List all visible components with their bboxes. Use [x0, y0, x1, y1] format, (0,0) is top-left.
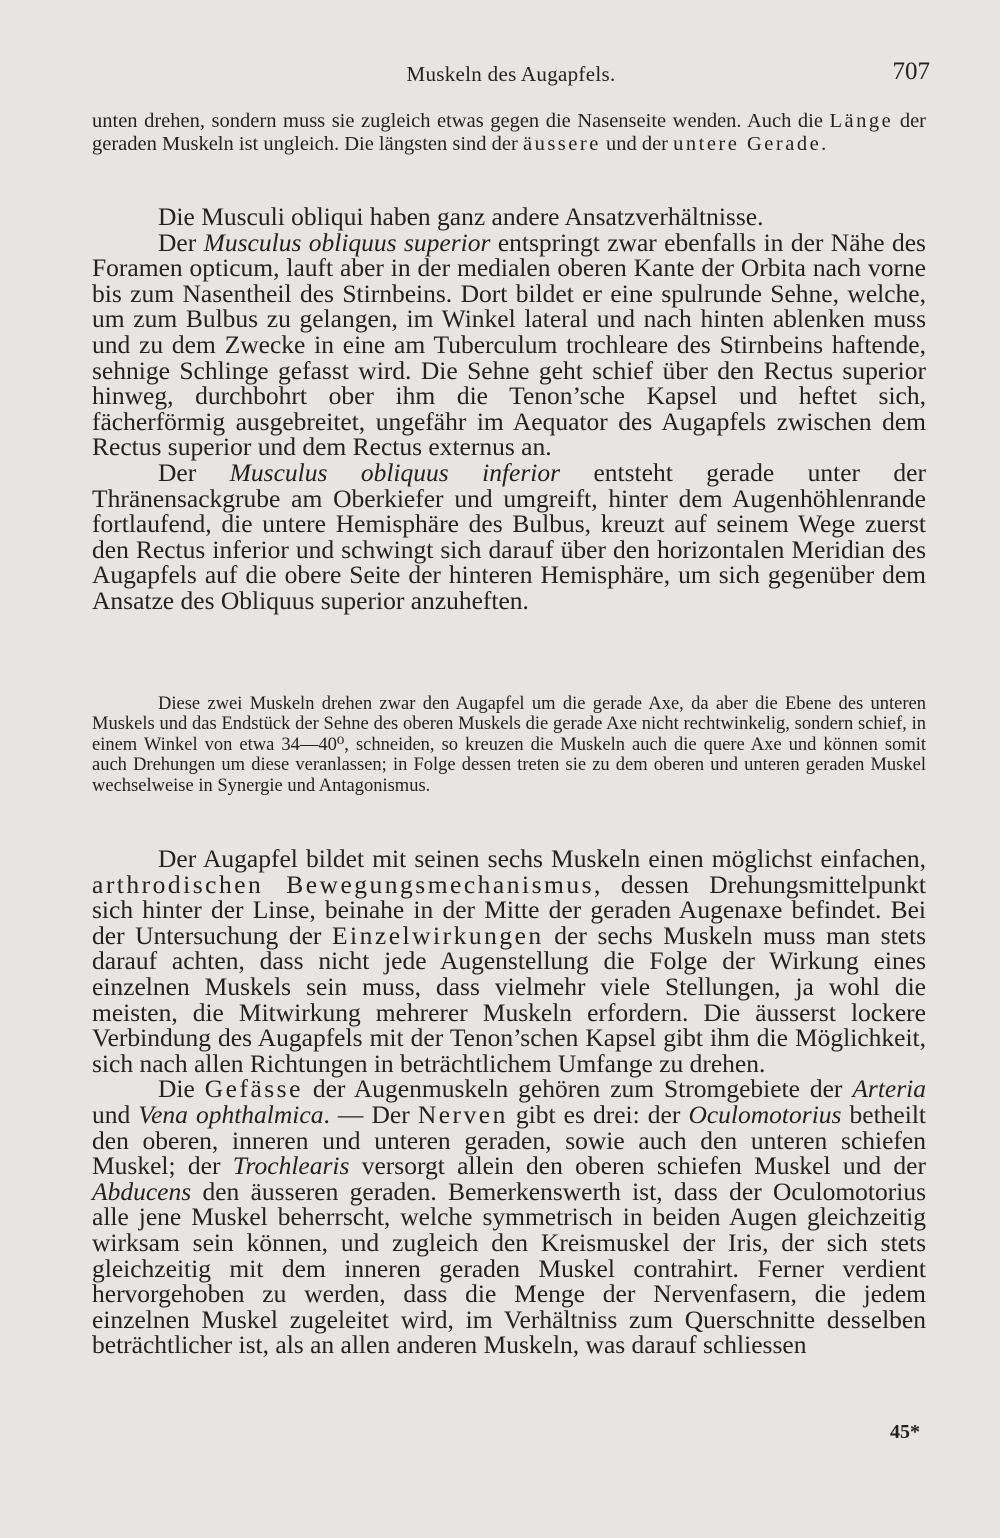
- text-run: . — Der: [323, 1099, 418, 1129]
- spaced-term: Nerven: [417, 1099, 508, 1129]
- italic-term: Oculomotorius: [688, 1099, 842, 1129]
- main-section: [92, 846, 926, 1358]
- italic-term: Musculus obliquus superior: [203, 227, 491, 257]
- text-run: Die: [158, 1074, 205, 1104]
- paragraph: Die Musculi obliqui haben ganz andere Ansatzverhältnisse.: [158, 202, 764, 231]
- paragraph-mechanism: [92, 846, 926, 1076]
- text-run: Der: [158, 227, 204, 257]
- paragraph-obliquus-superior: [92, 227, 926, 462]
- text-run: der Augenmuskeln gehören zum Stromgebiete der: [302, 1074, 853, 1104]
- obliqui-section: [92, 204, 926, 614]
- text-run: unten drehen, sondern muss sie zugleich etwas gegen die Nasenseite wenden. Auch die: [92, 110, 830, 132]
- text-run: entsteht gerade unter der Thränensackgrube am Oberkiefer und umgreift, hinter dem Augenhöhlenrande fortlaufend, die untere Hemisphäre des Bulbus, kreuzt auf seinem Wege zuerst den Rectus inferior und schwingt sich darauf über den horizontalen Meridian des Augapfels auf die obere Seite der hinteren Hemisphäre, um sich gegenüber dem Ansatze des Obliquus superior anzuheften.: [92, 457, 926, 615]
- italic-term: Abducens: [92, 1176, 192, 1206]
- spaced-term: Einzelwirkungen: [331, 920, 544, 950]
- text-run: und der: [600, 132, 674, 155]
- paragraph: [92, 110, 926, 155]
- paragraph-vessels-nerves: [92, 1076, 926, 1358]
- text-run: betheilt den oberen, inneren und unteren geraden, sowie auch den unteren schiefen Muskel; der: [92, 1099, 927, 1181]
- spaced-term: untere Gerade: [673, 132, 822, 155]
- running-head: [92, 58, 930, 92]
- italic-term: Arteria: [852, 1074, 926, 1104]
- text-run: den äusseren geraden. Bemerkenswerth ist, dass der Oculomotorius alle jene Muskel beherrscht, welche symmetrisch in beiden Augen gleichzeitig wirksam sein können, und zugleich den Kreismuskel der Iris, der sich stets gleichzeitig mit dem inneren geraden Muskel contrahirt. Ferner verdient hervorgehoben zu werden, dass die Menge der Nervenfasern, die jedem einzelnen Muskel zugeleitet wird, im Verhältniss zum Querschnitte desselben beträchtlicher ist, als an allen anderen Muskeln, was darauf schliessen: [92, 1176, 926, 1360]
- text-run: und: [92, 1099, 139, 1129]
- text-run: gibt es drei: der: [507, 1099, 689, 1129]
- continued-paragraph: [92, 110, 926, 155]
- note-paragraph: Diese zwei Muskeln drehen zwar den Augapfel um die gerade Axe, da aber die Ebene des unteren Muskels und das Endstück der Sehne des oberen Muskels die gerade Axe nicht rechtwinkelig, sondern schief, in einem Winkel von etwa 34—40⁰, schneiden, so kreuzen die Muskeln auch die quere Axe und können somit auch Drehungen um diese veranlassen; in Folge dessen treten sie zu dem oberen und unteren geraden Muskel wechselweise in Synergie und Antagonismus.: [92, 694, 926, 796]
- italic-term: Musculus obliquus inferior: [229, 457, 561, 487]
- text-run: .: [821, 132, 827, 155]
- paragraph-obliquus-inferior: [92, 457, 926, 615]
- text-run: versorgt allein den oberen schiefen Muskel und der: [349, 1151, 926, 1181]
- small-print-note: [92, 694, 926, 796]
- text-run: der sechs Muskeln muss man stets darauf achten, dass nicht jede Augenstellung die Folge der Wirkung eines einzelnen Muskels sein muss, dass vielmehr viele Stellungen, ja wohl die meisten, die Mitwirkung mehrerer Muskeln erfordern. Die äusserst lockere Verbindung des Augapfels mit der Tenon’schen Kapsel gibt ihm die Möglichkeit, sich nach allen Richtungen in beträchtlichem Umfange zu drehen.: [92, 920, 927, 1078]
- text-run: entspringt zwar ebenfalls in der Nähe des Foramen opticum, lauft aber in der medialen oberen Kante der Orbita nach vorne bis zum Nasentheil des Stirnbeins. Dort bildet er eine spulrunde Sehne, welche, um zum Bulbus zu gelangen, im Winkel lateral und nach hinten ablenken muss und zu dem Zwecke in eine am Tuberculum trochleare des Stirnbeins haftende, sehnige Schlinge gefasst wird. Die Sehne geht schief über den Rectus superior hinweg, durchbohrt ober ihm die Tenon’sche Kapsel und heftet sich, fächerförmig ausgebreitet, ungefähr im Aequator des Augapfels zwischen dem Rectus superior und dem Rectus externus an.: [92, 227, 926, 462]
- italic-term: Vena ophthalmica: [138, 1099, 324, 1129]
- spaced-term: Länge: [829, 110, 894, 132]
- text-run: , dessen Drehungsmittelpunkt sich hinter der Linse, beinahe in der Mitte der geraden Augenaxe befindet. Bei der Untersuchung der: [92, 869, 926, 950]
- text-run: Der: [158, 457, 230, 487]
- page-number: 707: [892, 58, 930, 85]
- spaced-term: äussere: [522, 132, 601, 155]
- text-run: der geraden Muskeln ist ungleich. Die längsten sind der: [92, 110, 926, 155]
- italic-term: Trochlearis: [232, 1151, 350, 1181]
- spaced-term: Gefässe: [204, 1074, 303, 1104]
- text-run: Der Augapfel bildet mit seinen sechs Muskeln einen möglichst einfachen,: [158, 844, 926, 873]
- running-title: Muskeln des Augapfels.: [406, 62, 616, 86]
- spaced-term: arthrodischen Bewegungsmechanismus: [92, 869, 595, 899]
- signature-mark: 45*: [890, 1421, 920, 1443]
